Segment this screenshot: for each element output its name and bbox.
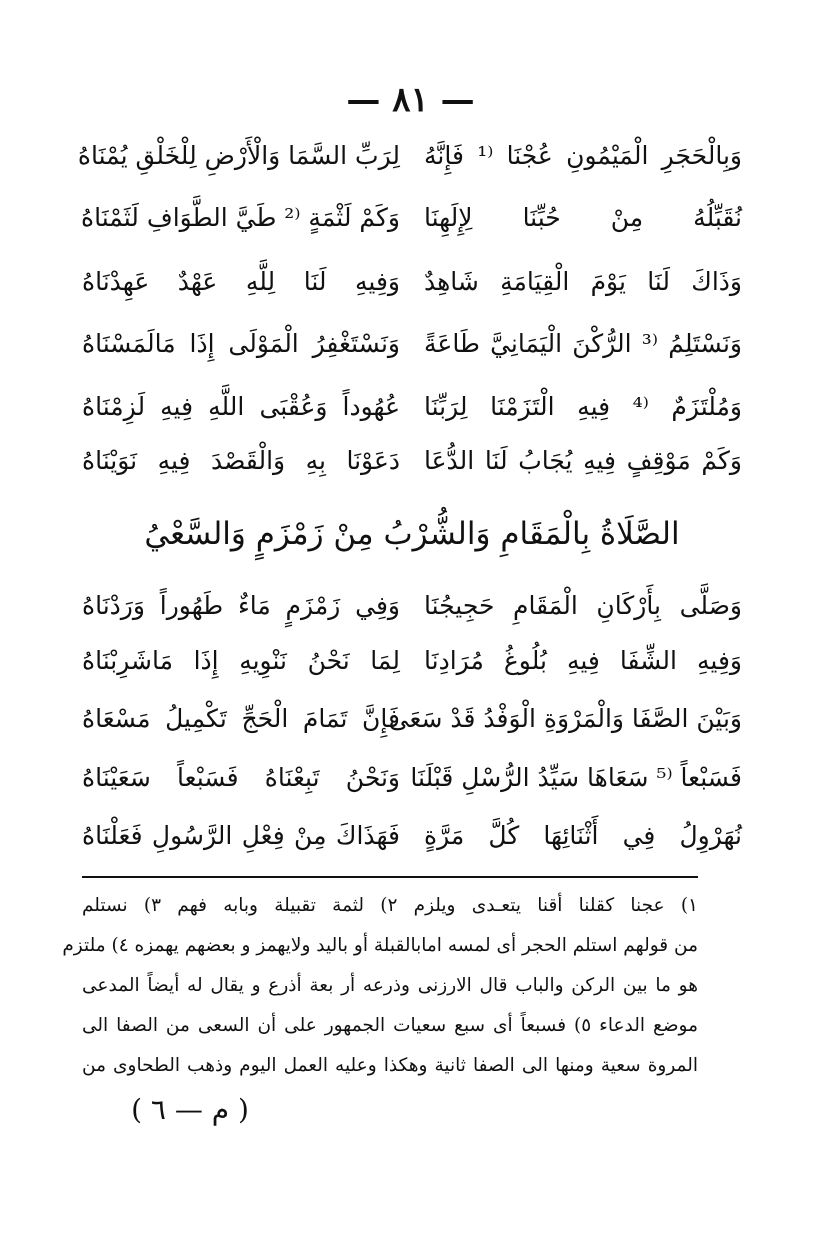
verse-left-hemistich: عُهُوداً وَعُقْبَى اللَّهِ فِيهِ لَزِمْنَاهُ (82, 392, 400, 421)
verse-right-hemistich: فَسَبْعاً ⁽⁵ سَعَاهَا سَيِّدُ الرُّسْلِ قَبْلَنَا (410, 763, 742, 792)
verse-right-hemistich: وَصَلَّى بِأَرْكَانِ الْمَقَامِ حَجِيجُنَا (424, 591, 742, 620)
verse (77, 127, 742, 185)
footnote-line: ١) عجنا كقلنا أقنا يتعـدى ويلزم ٢) لثمة تقبيلة وبابه فهم ٣) نستلم (82, 895, 698, 916)
verse-right-hemistich: نُقَبِّلُهُ مِنْ حُبِّنَا لِإِلَهِنَا (424, 203, 742, 232)
verse-left-hemistich: فَهَذَاكَ مِنْ فِعْلِ الرَّسُولِ فَعَلْنَاهُ (82, 821, 400, 850)
verse-left-hemistich: وَكَمْ لَثْمَةٍ ⁽² طَيَّ الطَّوَافِ لَثَمْنَاهُ (81, 203, 400, 232)
verse-right-hemistich: وَبِالْحَجَرِ الْمَيْمُونِ عُجْنَا ⁽¹ فَإِنَّهُ (424, 141, 742, 170)
footnote-line: موضع الدعاء ٥) فسبعاً أى سبع سعيات الجمهور على أن السعى من الصفا الى (82, 1015, 698, 1036)
verse-left-hemistich: وَنَحْنُ تَبِعْنَاهُ فَسَبْعاً سَعَيْنَاهُ (82, 763, 400, 792)
verse (82, 315, 742, 373)
verse-left-hemistich: وَفِي زَمْزَمٍ مَاءٌ طَهُوراً وَرَدْنَاهُ (82, 591, 400, 620)
footnote-divider (82, 876, 698, 878)
signature-mark: ( م — ٦ ) (131, 1093, 249, 1126)
verse (82, 749, 742, 807)
section-heading: الصَّلَاةُ بِالْمَقَامِ وَالشُّرْبُ مِنْ زَمْزَمٍ وَالسَّعْيُ (144, 516, 680, 552)
verse-left-hemistich: وَفِيهِ لَنَا لِلَّهِ عَهْدٌ عَهِدْنَاهُ (82, 267, 400, 296)
verse-right-hemistich: نُهَرْوِلُ فِي أَثْنَائِهَا كُلَّ مَرَّةٍ (424, 821, 742, 850)
verse-left-hemistich: لِمَا نَحْنُ نَنْوِيهِ إِذَا مَاشَرِبْنَاهُ (82, 646, 400, 675)
footnote-line: المروة سعية ومنها الى الصفا ثانية وهكذا وعليه العمل اليوم وذهب الطحاوى من (82, 1055, 698, 1076)
verse-right-hemistich: وَكَمْ مَوْقِفٍ فِيهِ يُجَابُ لَنَا الدُّعَا (424, 446, 742, 475)
verse-right-hemistich: وَبَيْنَ الصَّفَا وَالْمَرْوَةِ الْوَفْدُ قَدْ سَعَى (388, 704, 742, 733)
verse (82, 253, 742, 311)
verse-left-hemistich: وَنَسْتَغْفِرُ الْمَوْلَى إِذَا مَالَمَسْنَاهُ (82, 329, 400, 358)
footnote-line: من قولهم استلم الحجر أى لمسه امابالقبلة أو باليد ولايهمز و بعضهم يهمزه ٤) ملتزم (62, 935, 698, 956)
verse-right-hemistich: وَفِيهِ الشِّفَا فِيهِ بُلُوغُ مُرَادِنَا (424, 646, 742, 675)
verse (82, 378, 742, 436)
verse-right-hemistich: وَمُلْتَزَمٌ ⁽⁴ فِيهِ الْتَزَمْنَا لِرَبِّنَا (424, 392, 742, 421)
verse-left-hemistich: لِرَبِّ السَّمَا وَالْأَرْضِ لِلْخَلْقِ يُمْنَاهُ (77, 141, 400, 170)
verse (82, 690, 742, 748)
verse-right-hemistich: وَنَسْتَلِمُ ⁽³ الرُّكْنَ الْيَمَانِيَّ طَاعَةً (424, 329, 742, 358)
footnotes (62, 886, 698, 1086)
page-number: — ٨١ — (346, 80, 475, 120)
verse (82, 189, 742, 247)
verse (82, 577, 742, 635)
verse (82, 807, 742, 865)
footnote-line: هو ما بين الركن والباب قال الارزنى وذرعه أر بعة أذرع و يقال له أيضاً المدعى (82, 975, 698, 996)
verse-left-hemistich: فَإِنَّ تَمَامَ الْحَجِّ تَكْمِيلُ مَسْعَاهُ (82, 704, 400, 733)
verse (82, 632, 742, 690)
verse-right-hemistich: وَذَاكَ لَنَا يَوْمَ الْقِيَامَةِ شَاهِدٌ (424, 267, 742, 296)
verse-left-hemistich: دَعَوْنَا بِهِ وَالْقَصْدَ فِيهِ نَوَيْنَاهُ (82, 446, 400, 475)
verse (82, 432, 742, 490)
